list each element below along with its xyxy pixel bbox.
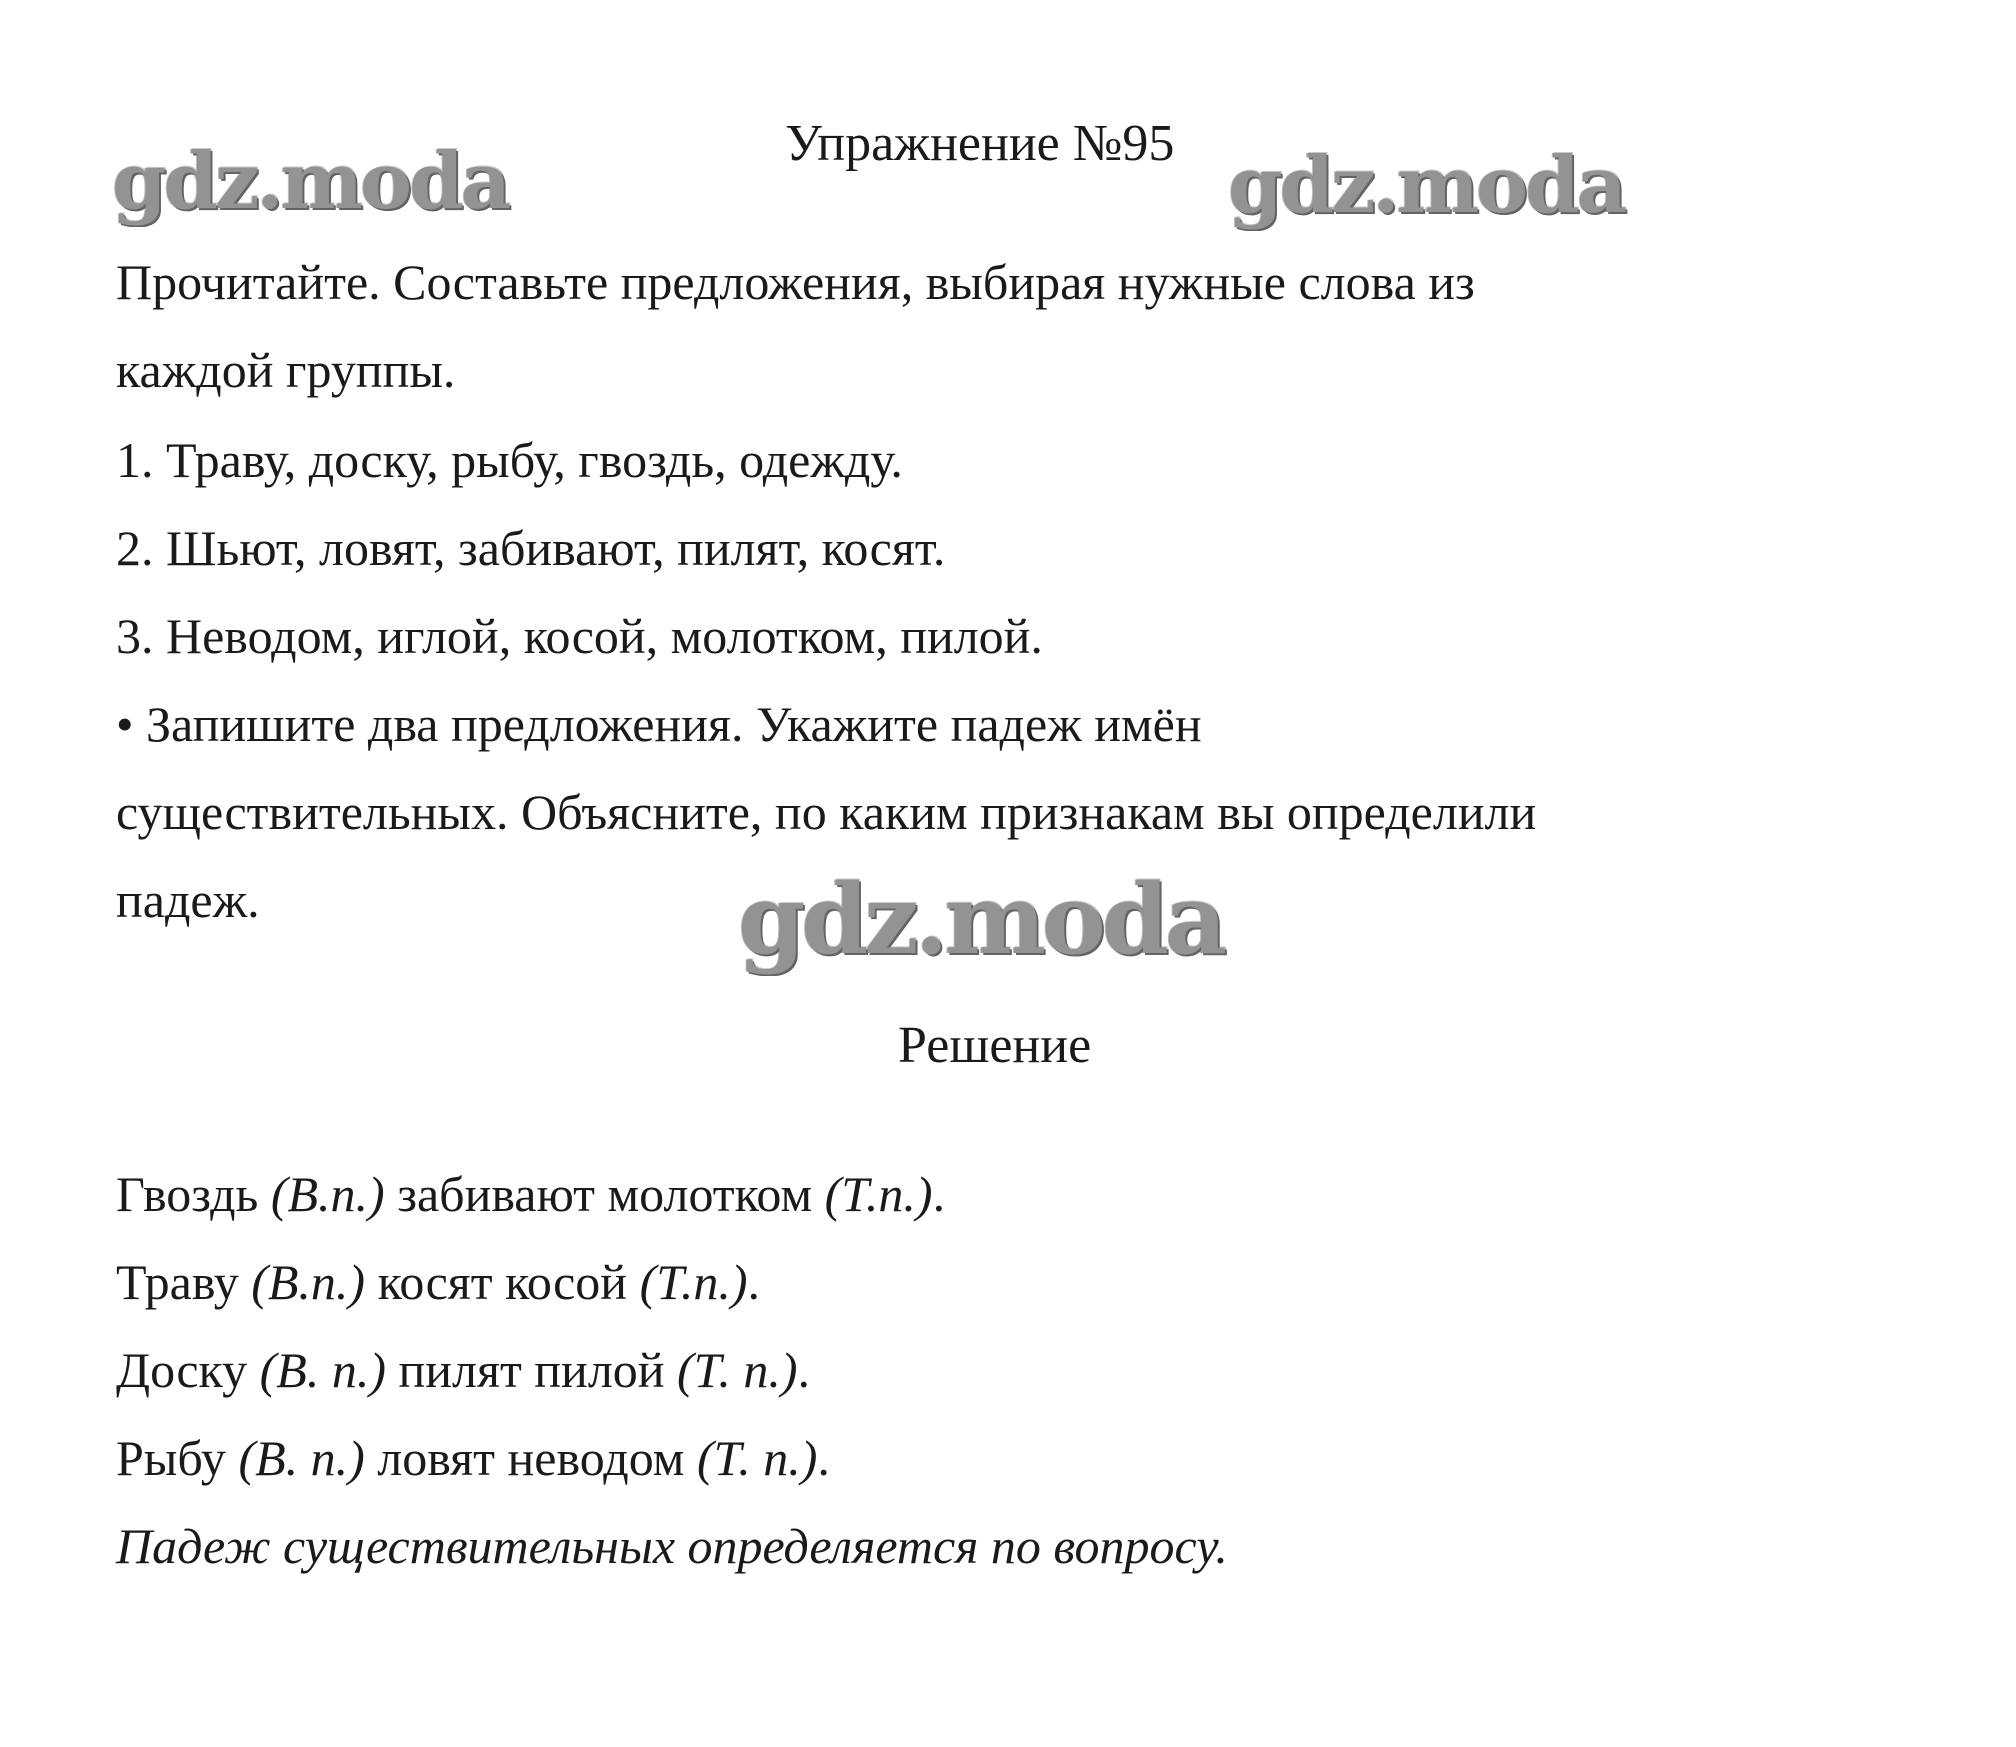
- sentence-text: забивают молотком: [384, 1166, 825, 1222]
- case-label: (В. п.): [259, 1342, 386, 1398]
- sentence-text: косят косой: [365, 1254, 640, 1310]
- task-instruction: Прочитайте. Составьте предложения, выбирая нужные слова из: [116, 254, 1475, 310]
- sentence-end: .: [817, 1430, 830, 1486]
- case-label: (В.п.): [251, 1254, 366, 1310]
- case-label: (Т. п.): [677, 1342, 798, 1398]
- sentence-text: ловят неводом: [364, 1430, 697, 1486]
- word-group: 1. Траву, доску, рыбу, гвоздь, одежду.: [116, 432, 903, 488]
- task-instruction: каждой группы.: [116, 342, 456, 398]
- case-label: (Т.п.): [639, 1254, 748, 1310]
- solution-sentence: [116, 1164, 945, 1224]
- case-label: (В.п.): [270, 1166, 385, 1222]
- sentence-text: Траву: [116, 1254, 252, 1310]
- exercise-title: Упражнение №95: [785, 115, 1175, 172]
- sentence-end: .: [747, 1254, 761, 1310]
- task-note: падеж.: [116, 872, 260, 928]
- word-group: 3. Неводом, иглой, косой, молотком, пилой.: [116, 608, 1043, 664]
- task-note: • Запишите два предложения. Укажите падеж имён: [116, 696, 1202, 752]
- watermark-logo: gdz.moda: [738, 863, 1224, 976]
- solution-sentence: [116, 1252, 760, 1312]
- task-note: существительных. Объясните, по каким признакам вы определили: [116, 784, 1537, 840]
- case-label: (Т.п.): [824, 1166, 933, 1222]
- watermark-logo: gdz.moda: [112, 136, 509, 227]
- case-label: (Т. п.): [696, 1430, 818, 1486]
- case-label: (В. п.): [238, 1430, 365, 1486]
- sentence-text: Доску: [116, 1342, 260, 1398]
- sentence-text: Гвоздь: [116, 1166, 271, 1222]
- solution-sentence: [116, 1340, 810, 1400]
- solution-title: Решение: [898, 1017, 1092, 1074]
- solution-sentence: [116, 1428, 830, 1488]
- sentence-end: .: [797, 1342, 810, 1398]
- sentence-end: .: [932, 1166, 946, 1222]
- solution-conclusion: Падеж существительных определяется по вопросу.: [116, 1518, 1228, 1574]
- word-group: 2. Шьют, ловят, забивают, пилят, косят.: [116, 520, 946, 576]
- watermark-logo: gdz.moda: [1228, 140, 1625, 231]
- sentence-text: пилят пилой: [385, 1342, 678, 1398]
- sentence-text: Рыбу: [116, 1430, 239, 1486]
